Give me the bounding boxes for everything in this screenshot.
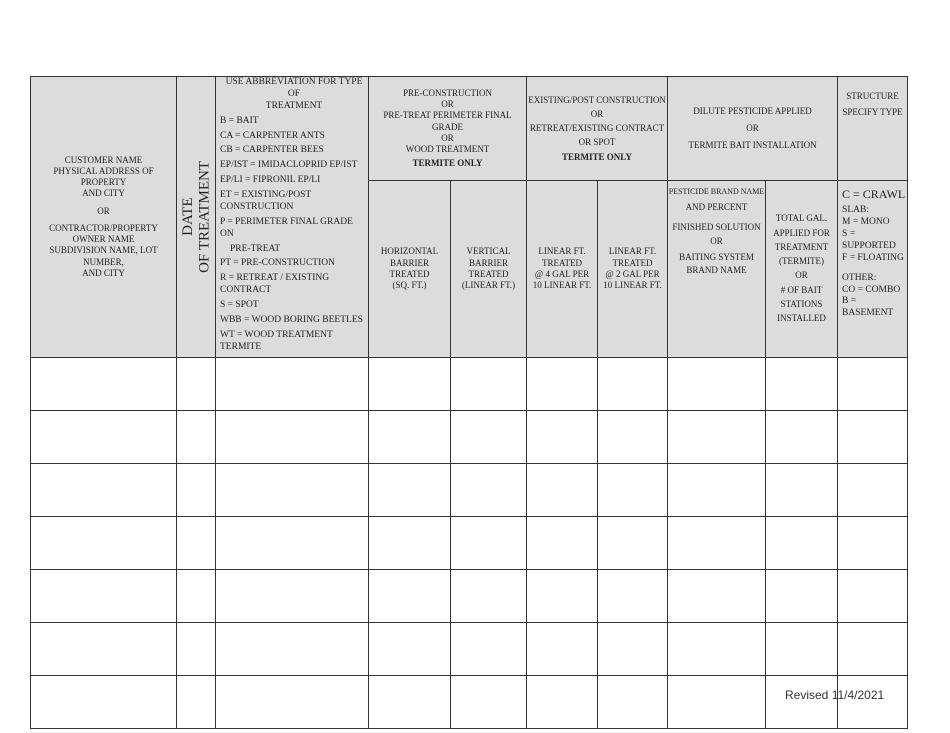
entry-cell[interactable] xyxy=(177,675,216,728)
dilute-pesticide-header: DILUTE PESTICIDE APPLIED OR TERMITE BAIT INSTALLATION xyxy=(668,77,838,181)
entry-cell[interactable] xyxy=(766,410,838,463)
entry-cell[interactable] xyxy=(451,410,527,463)
entry-cell[interactable] xyxy=(766,569,838,622)
entry-cell[interactable] xyxy=(838,410,908,463)
entry-cell[interactable] xyxy=(216,622,369,675)
entry-cell[interactable] xyxy=(668,516,766,569)
entry-cell[interactable] xyxy=(216,516,369,569)
entry-cell[interactable] xyxy=(369,516,451,569)
linear-4gal-header: LINEAR FT. TREATED @ 4 GAL PER 10 LINEAR FT. xyxy=(527,181,598,357)
entry-cell[interactable] xyxy=(527,569,598,622)
entry-cell[interactable] xyxy=(598,675,668,728)
entry-cell[interactable] xyxy=(838,569,908,622)
entry-cell[interactable] xyxy=(527,357,598,410)
entry-cell[interactable] xyxy=(451,622,527,675)
entry-cell[interactable] xyxy=(31,516,177,569)
entry-cell[interactable] xyxy=(766,516,838,569)
entry-cell[interactable] xyxy=(838,622,908,675)
table-row xyxy=(31,516,908,569)
table-row xyxy=(31,622,908,675)
entry-cell[interactable] xyxy=(668,622,766,675)
entry-cell[interactable] xyxy=(451,569,527,622)
entry-cell[interactable] xyxy=(527,463,598,516)
entry-cell[interactable] xyxy=(527,516,598,569)
treatment-log-table xyxy=(30,76,908,729)
entry-cell[interactable] xyxy=(527,622,598,675)
horizontal-barrier-header: HORIZONTAL BARRIER TREATED (SQ. FT.) xyxy=(369,181,451,357)
entry-cell[interactable] xyxy=(668,463,766,516)
entry-cell[interactable] xyxy=(598,463,668,516)
entry-cell[interactable] xyxy=(177,357,216,410)
entry-cell[interactable] xyxy=(216,675,369,728)
entry-cell[interactable] xyxy=(31,569,177,622)
date-header: DATE OF TREATMENT xyxy=(177,77,216,358)
entry-cell[interactable] xyxy=(369,675,451,728)
entry-cell[interactable] xyxy=(838,516,908,569)
entry-cell[interactable] xyxy=(451,675,527,728)
entry-cell[interactable] xyxy=(177,410,216,463)
table-row xyxy=(31,675,908,728)
structure-types-header: C = CRAWL SLAB: M = MONO S = SUPPORTED F = FLOATING OTHER: CO = COMBO B = BASEMENT xyxy=(838,181,908,357)
entry-cell[interactable] xyxy=(838,463,908,516)
entry-cell[interactable] xyxy=(766,357,838,410)
entry-cell[interactable] xyxy=(177,516,216,569)
structure-header: STRUCTURE SPECIFY TYPE xyxy=(838,77,908,181)
entry-cell[interactable] xyxy=(31,463,177,516)
entry-cell[interactable] xyxy=(451,516,527,569)
entry-cell[interactable] xyxy=(369,622,451,675)
entry-cell[interactable] xyxy=(369,357,451,410)
total-gallons-header: TOTAL GAL. APPLIED FOR TREATMENT (TERMITE) OR # OF BAIT STATIONS INSTALLED xyxy=(766,181,838,357)
entry-cell[interactable] xyxy=(177,569,216,622)
entry-cell[interactable] xyxy=(598,516,668,569)
entry-cell[interactable] xyxy=(369,410,451,463)
entry-cell[interactable] xyxy=(177,622,216,675)
abbreviation-header: USE ABBREVIATION FOR TYPE OF TREATMENT B = BAIT CA = CARPENTER ANTS CB = CARPENTER BEES EP/IST = IMIDACLOPRID EP/IST EP/LI = FIPRONIL EP/LI ET = EXISTING/POST CONSTRUCTION P = PERIMETER FINAL GRADE ON PRE-TREAT PT = PRE-CONSTRUCTION R = RETREAT / EXISTING CONTRACT S = SPOT WBB = WOOD BORING BEETLES WT = WOOD TREATMENT TERMITE xyxy=(216,77,369,358)
entry-cell[interactable] xyxy=(838,357,908,410)
table-row xyxy=(31,410,908,463)
entry-cell[interactable] xyxy=(216,463,369,516)
customer-header: CUSTOMER NAME PHYSICAL ADDRESS OF PROPERTY AND CITY OR CONTRACTOR/PROPERTY OWNER NAME SUBDIVISION NAME, LOT NUMBER, AND CITY xyxy=(31,77,177,358)
entry-cell[interactable] xyxy=(31,675,177,728)
entry-cell[interactable] xyxy=(369,569,451,622)
table-row xyxy=(31,357,908,410)
entry-cell[interactable] xyxy=(216,410,369,463)
pre-construction-header: PRE-CONSTRUCTION OR PRE-TREAT PERIMETER FINAL GRADE OR WOOD TREATMENT TERMITE ONLY xyxy=(369,77,527,181)
entry-cell[interactable] xyxy=(31,410,177,463)
table-row xyxy=(31,463,908,516)
entry-cell[interactable] xyxy=(766,463,838,516)
entry-cell[interactable] xyxy=(598,622,668,675)
entry-cell[interactable] xyxy=(598,410,668,463)
table-row xyxy=(31,569,908,622)
entry-cell[interactable] xyxy=(451,357,527,410)
entry-cell[interactable] xyxy=(177,463,216,516)
entry-cell[interactable] xyxy=(216,357,369,410)
entry-cell[interactable] xyxy=(598,357,668,410)
entry-cell[interactable] xyxy=(766,622,838,675)
revision-date: Revised 11/4/2021 xyxy=(785,688,885,702)
entry-cell[interactable] xyxy=(31,622,177,675)
entry-cell[interactable] xyxy=(668,569,766,622)
existing-construction-header: EXISTING/POST CONSTRUCTION OR RETREAT/EXISTING CONTRACT OR SPOT TERMITE ONLY xyxy=(527,77,668,181)
entry-cell[interactable] xyxy=(668,357,766,410)
entry-cell[interactable] xyxy=(527,410,598,463)
vertical-barrier-header: VERTICAL BARRIER TREATED (LINEAR FT.) xyxy=(451,181,527,357)
entry-cell[interactable] xyxy=(668,410,766,463)
linear-2gal-header: LINEAR FT. TREATED @ 2 GAL PER 10 LINEAR FT. xyxy=(598,181,668,357)
entry-cell[interactable] xyxy=(369,463,451,516)
entry-cell[interactable] xyxy=(216,569,369,622)
entry-cell[interactable] xyxy=(598,569,668,622)
entry-cell[interactable] xyxy=(451,463,527,516)
entry-cell[interactable] xyxy=(31,357,177,410)
entry-cell[interactable] xyxy=(668,675,766,728)
entry-cell[interactable] xyxy=(527,675,598,728)
brand-name-header: PESTICIDE BRAND NAME AND PERCENT FINISHED SOLUTION OR BAITING SYSTEM BRAND NAME xyxy=(668,181,766,357)
